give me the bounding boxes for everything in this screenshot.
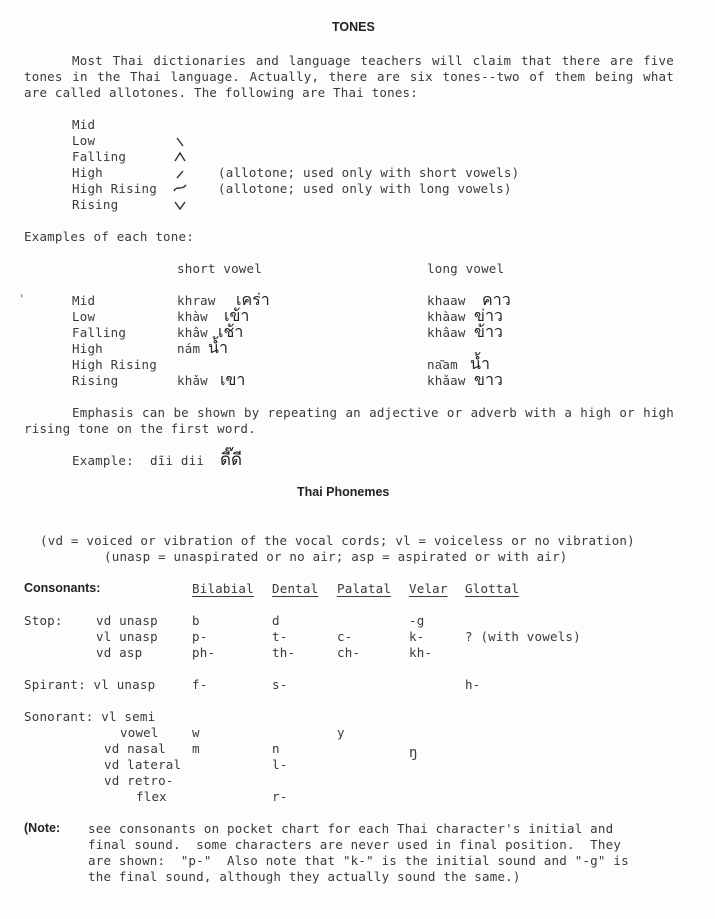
row-label: vl unasp	[96, 629, 158, 644]
example-short-roman: khraw	[177, 293, 216, 308]
example-short-roman: nám	[177, 341, 201, 356]
example-short-thai: เข้า	[224, 306, 250, 325]
cell: -g	[409, 613, 425, 628]
note-line: the final sound, although they actually sound the same.)	[88, 869, 521, 884]
example-long-thai: ข่าว	[474, 306, 503, 325]
row-group-sonorant: Sonorant: vl semi	[24, 709, 156, 724]
cell: s-	[272, 677, 288, 692]
cell: n	[272, 741, 280, 756]
cell: y	[337, 725, 345, 740]
phonemes-title: Thai Phonemes	[297, 485, 390, 499]
cell: p-	[192, 629, 208, 644]
example-long-roman: khǎaw	[427, 373, 466, 388]
row-label: vd asp	[96, 645, 143, 660]
examples-column-long: long vowel	[427, 261, 505, 276]
tone-note: (allotone; used only with short vowels)	[218, 165, 520, 180]
cell: r-	[272, 789, 288, 804]
column-palatal: Palatal	[337, 581, 392, 596]
tone-name: Mid	[72, 117, 96, 132]
example-tone: Rising	[72, 373, 119, 388]
cell: ? (with vowels)	[465, 629, 581, 644]
rising-tone-mark-icon	[173, 199, 187, 211]
emphasis-example-label: Example:	[72, 453, 134, 468]
example-short-roman: khàw	[177, 309, 208, 324]
cell: b	[192, 613, 200, 628]
note-line: final sound. some characters are never used in final position. They	[88, 837, 622, 852]
cell: l-	[272, 757, 288, 772]
example-long-thai: น้ำ	[470, 354, 490, 373]
falling-tone-mark-icon	[173, 150, 187, 164]
row-group-stop: Stop:	[24, 613, 63, 628]
row-label: vd retro-	[104, 773, 174, 788]
column-dental: Dental	[272, 581, 319, 596]
example-long-roman: khâaw	[427, 325, 466, 340]
example-tone: Falling	[72, 325, 127, 340]
column-glottal: Glottal	[465, 581, 520, 596]
example-short-roman: khǎw	[177, 373, 208, 388]
emphasis-example-thai: ดี๊ดี	[220, 450, 243, 470]
row-group-spirant: Spirant: vl unasp	[24, 677, 156, 692]
cell: c-	[337, 629, 353, 644]
cell: ph-	[192, 645, 216, 660]
example-long-thai: ข้าว	[474, 322, 503, 341]
example-short-thai: เขา	[220, 370, 246, 389]
column-bilabial: Bilabial	[192, 581, 254, 596]
tone-name: High Rising	[72, 181, 157, 196]
example-tone: Mid	[72, 293, 96, 308]
cell: ŋ	[409, 745, 418, 761]
cell: kh-	[409, 645, 433, 660]
cell: h-	[465, 677, 481, 692]
legend-line-1: (vd = voiced or vibration of the vocal cords; vl = voiceless or no vibration)	[40, 533, 635, 548]
column-velar: Velar	[409, 581, 448, 596]
tone-name: Low	[72, 133, 96, 148]
example-tone: Low	[72, 309, 96, 324]
tone-name: Falling	[72, 149, 127, 164]
tone-note: (allotone; used only with long vowels)	[218, 181, 512, 196]
row-label: vd unasp	[96, 613, 158, 628]
example-short-thai: เคร่า	[236, 290, 270, 309]
tone-name: Rising	[72, 197, 119, 212]
examples-column-short: short vowel	[177, 261, 262, 276]
high-tone-mark-icon	[174, 168, 186, 180]
cell: w	[192, 725, 200, 740]
note-line: are shown: "p-" Also note that "k-" is the initial sound and "-g" is	[88, 853, 629, 868]
example-long-roman: khàaw	[427, 309, 466, 324]
example-short-roman: khâw	[177, 325, 208, 340]
row-label: vowel	[120, 725, 159, 740]
legend-line-2: (unasp = unaspirated or no air; asp = aspirated or with air)	[104, 549, 568, 564]
example-tone: High	[72, 341, 103, 356]
cell: m	[192, 741, 200, 756]
intro-paragraph: Most Thai dictionaries and language teachers will claim that there are five tones in the Thai language. Actually, there are six tones--two of them being what are called allotones. The following are Thai tones:	[24, 53, 674, 100]
cell: t-	[272, 629, 288, 644]
example-tone: High Rising	[72, 357, 157, 372]
cell: k-	[409, 629, 425, 644]
example-short-thai: น้ำ	[208, 338, 228, 357]
consonants-label: Consonants:	[24, 581, 101, 595]
low-tone-mark-icon	[174, 136, 186, 148]
page-title: TONES	[332, 20, 375, 34]
cell: f-	[192, 677, 208, 692]
example-long-roman: na͂am	[427, 357, 458, 372]
cell: ch-	[337, 645, 361, 660]
row-label-cont: flex	[136, 789, 167, 804]
margin-mark: '	[18, 291, 26, 306]
row-label: vd nasal	[104, 741, 166, 756]
note-line: see consonants on pocket chart for each Thai character's initial and	[88, 821, 614, 836]
tone-name: High	[72, 165, 103, 180]
example-long-thai: ขาว	[474, 370, 503, 389]
example-short-thai: เช้า	[218, 322, 244, 341]
cell: th-	[272, 645, 296, 660]
emphasis-paragraph: Emphasis can be shown by repeating an adjective or adverb with a high or high rising tone on the first word.	[24, 405, 674, 436]
high-rising-tone-mark-icon	[172, 182, 188, 194]
example-long-thai: คาว	[482, 290, 511, 309]
examples-heading: Examples of each tone:	[24, 229, 194, 244]
note-label: (Note:	[24, 821, 61, 835]
emphasis-example-roman: dĩi dii	[150, 453, 205, 468]
row-label: vd lateral	[104, 757, 182, 772]
cell: d	[272, 613, 280, 628]
example-long-roman: khaaw	[427, 293, 466, 308]
